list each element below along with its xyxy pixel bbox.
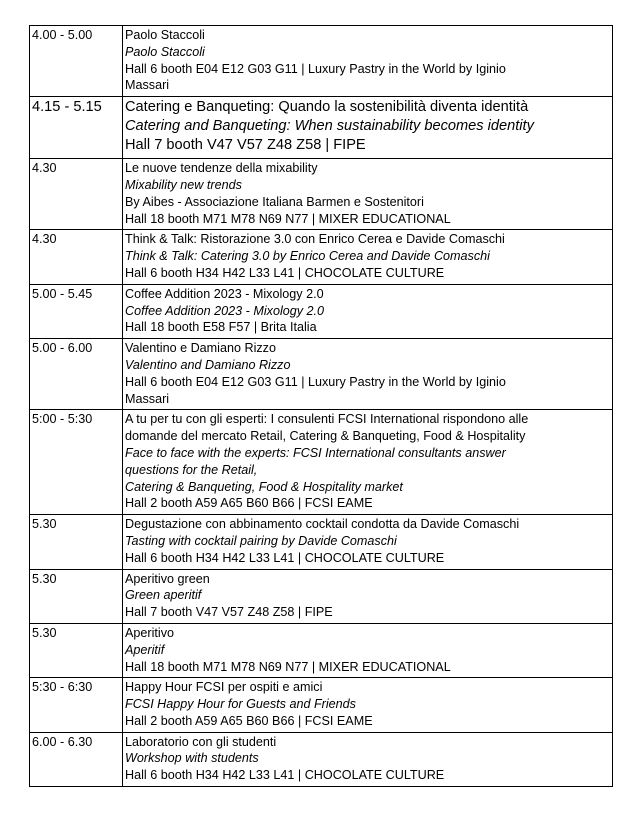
event-details	[123, 284, 613, 338]
event-time: 5.30	[30, 515, 123, 569]
event-line-english: Aperitif	[125, 642, 165, 657]
schedule-row	[30, 569, 613, 623]
event-line: Hall 18 booth E58 F57 | Brita Italia	[125, 320, 317, 335]
event-line-english: Paolo Staccoli	[125, 44, 205, 59]
event-details	[123, 230, 613, 284]
event-details	[123, 678, 613, 732]
event-line-english: Catering and Banqueting: When sustainability becomes identity	[125, 118, 534, 135]
event-line: Massari	[125, 78, 170, 93]
event-line-english: Mixability new trends	[125, 177, 242, 192]
event-details	[123, 410, 613, 515]
event-line: Hall 2 booth A59 A65 B60 B66 | FCSI EAME	[125, 713, 373, 728]
schedule-row	[30, 230, 613, 284]
event-line-english: Catering & Banqueting, Food & Hospitality market	[125, 479, 403, 494]
event-line: A tu per tu con gli esperti: I consulenti FCSI International rispondono alle	[125, 412, 529, 427]
event-line: Massari	[125, 391, 170, 406]
event-line: Hall 6 booth H34 H42 L33 L41 | CHOCOLATE CULTURE	[125, 265, 445, 280]
event-details	[123, 515, 613, 569]
event-line-english: Think & Talk: Catering 3.0 by Enrico Cerea and Davide Comaschi	[125, 249, 490, 264]
event-time: 4.30	[30, 159, 123, 230]
event-time: 5.30	[30, 569, 123, 623]
event-line: Catering e Banqueting: Quando la sostenibilità diventa identità	[125, 99, 529, 116]
event-line: Laboratorio con gli studenti	[125, 734, 277, 749]
schedule-row	[30, 623, 613, 677]
event-line-english: Tasting with cocktail pairing by Davide Comaschi	[125, 533, 397, 548]
schedule-row	[30, 515, 613, 569]
event-details	[123, 569, 613, 623]
event-line: Aperitivo	[125, 625, 174, 640]
schedule-table	[29, 25, 613, 787]
event-line: Hall 2 booth A59 A65 B60 B66 | FCSI EAME	[125, 496, 373, 511]
event-line-english: Coffee Addition 2023 - Mixology 2.0	[125, 303, 325, 318]
schedule-row	[30, 159, 613, 230]
event-line-english: Face to face with the experts: FCSI International consultants answer	[125, 445, 506, 460]
event-details	[123, 26, 613, 97]
event-time: 5:00 - 5:30	[30, 410, 123, 515]
schedule-row	[30, 97, 613, 159]
event-line: Coffee Addition 2023 - Mixology 2.0	[125, 286, 324, 301]
event-time: 4.15 - 5.15	[30, 97, 123, 159]
schedule-row	[30, 284, 613, 338]
event-line: Le nuove tendenze della mixability	[125, 161, 318, 176]
schedule-row	[30, 26, 613, 97]
event-line: Hall 7 booth V47 V57 Z48 Z58 | FIPE	[125, 605, 333, 620]
event-details	[123, 732, 613, 786]
event-line: Hall 18 booth M71 M78 N69 N77 | MIXER EDUCATIONAL	[125, 211, 451, 226]
event-line-english: Valentino and Damiano Rizzo	[125, 357, 291, 372]
event-details	[123, 159, 613, 230]
event-time: 5.00 - 5.45	[30, 284, 123, 338]
event-details	[123, 97, 613, 159]
event-line: Hall 7 booth V47 V57 Z48 Z58 | FIPE	[125, 137, 366, 154]
event-time: 4.00 - 5.00	[30, 26, 123, 97]
schedule-body	[30, 26, 613, 787]
schedule-row	[30, 339, 613, 410]
event-time: 5.30	[30, 623, 123, 677]
event-line: Happy Hour FCSI per ospiti e amici	[125, 680, 323, 695]
event-line: Hall 6 booth E04 E12 G03 G11 | Luxury Pastry in the World by Iginio	[125, 61, 506, 76]
event-line: Hall 6 booth H34 H42 L33 L41 | CHOCOLATE CULTURE	[125, 768, 445, 783]
event-details	[123, 339, 613, 410]
event-line: Valentino e Damiano Rizzo	[125, 341, 276, 356]
schedule-row	[30, 678, 613, 732]
event-line-english: questions for the Retail,	[125, 462, 258, 477]
event-line: Think & Talk: Ristorazione 3.0 con Enrico Cerea e Davide Comaschi	[125, 232, 505, 247]
event-line-english: Green aperitif	[125, 588, 202, 603]
event-details	[123, 623, 613, 677]
event-line: Degustazione con abbinamento cocktail condotta da Davide Comaschi	[125, 517, 520, 532]
event-line: Hall 18 booth M71 M78 N69 N77 | MIXER EDUCATIONAL	[125, 659, 451, 674]
event-time: 6.00 - 6.30	[30, 732, 123, 786]
event-time: 5.00 - 6.00	[30, 339, 123, 410]
event-line: Paolo Staccoli	[125, 28, 205, 42]
event-line: domande del mercato Retail, Catering & Banqueting, Food & Hospitality	[125, 429, 526, 444]
event-line: By Aibes - Associazione Italiana Barmen e Sostenitori	[125, 194, 424, 209]
schedule-row	[30, 732, 613, 786]
event-line: Hall 6 booth H34 H42 L33 L41 | CHOCOLATE CULTURE	[125, 550, 445, 565]
event-line: Hall 6 booth E04 E12 G03 G11 | Luxury Pastry in the World by Iginio	[125, 374, 506, 389]
event-line-english: FCSI Happy Hour for Guests and Friends	[125, 697, 356, 712]
schedule-row	[30, 410, 613, 515]
event-time: 5:30 - 6:30	[30, 678, 123, 732]
event-time: 4.30	[30, 230, 123, 284]
event-line-english: Workshop with students	[125, 751, 259, 766]
event-line: Aperitivo green	[125, 571, 210, 586]
